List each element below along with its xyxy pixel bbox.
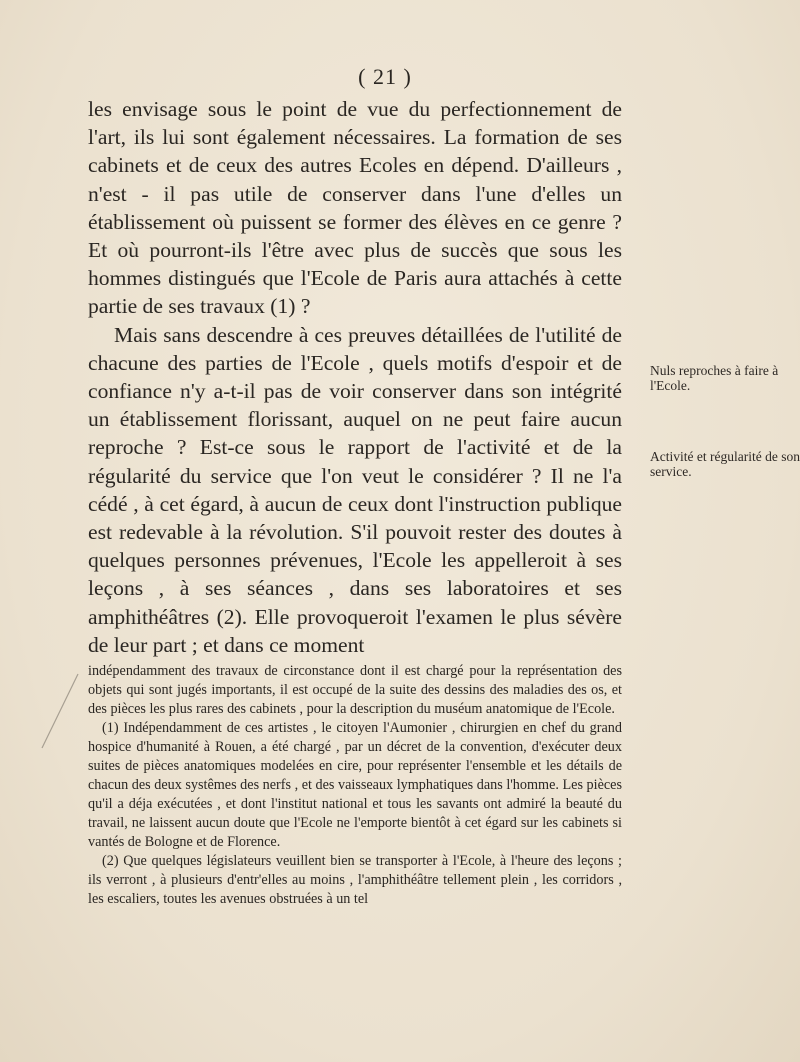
footnote-2: (2) Que quelques législateurs veuillent bien se transporter à l'Ecole, à l'heure des leçons ; ils verront , à plusieurs d'entr'elles au moins , l'amphithéâtre tellement plein , les corridors , les escaliers, toutes les avenues obstruées à un tel bbox=[88, 853, 622, 907]
main-text bbox=[88, 95, 622, 659]
marginal-note-1: Nuls reproches à faire à l'Ecole. bbox=[650, 363, 779, 393]
footnotes bbox=[88, 662, 622, 909]
footnote-continuation: indépendamment des travaux de circonstance dont il est chargé pour la représentation des objets qui sont jugés importants, il est occupé de la suite des dessins des maladies des os, et des pièces les plus rares des cabinets , pour la description du muséum anatomique de l'Ecole. bbox=[88, 663, 622, 717]
paragraph-1: les envisage sous le point de vue du perfectionnement de l'art, ils lui sont également nécessaires. La formation de ses cabinets et de ceux des autres Ecoles en dépend. D'ailleurs , n'est - il pas utile de conserver dans l'une d'elles un établissement où puissent se former des élèves en ce genre ? Et où pourront-ils l'être avec plus de succès que sous les hommes distingués que l'Ecole de Paris aura attachés à cette partie de ses travaux (1) ? bbox=[88, 97, 622, 319]
pencil-mark bbox=[38, 672, 82, 752]
paragraph-2: Mais sans descendre à ces preuves détaillées de l'utilité de chacune des parties de l'Ecole , quels motifs d'espoir et de confiance n'y a-t-il pas de voir conserver dans son intégrité un établissement florissant, auquel on ne peut faire aucun reproche ? Est-ce sous le rapport de l'activité et de la régularité du service que l'on veut le considérer ? Il ne l'a cédé , à cet égard, à aucun de ceux dont l'instruction publique est redevable à la révolution. S'il pouvoit rester des doutes à quelques personnes prévenues, l'Ecole les appelleroit à ses leçons , à ses séances , dans ses laboratoires et ses amphithéâtres (2). Elle provoqueroit l'examen le plus sévère de leur part ; et dans ce moment bbox=[88, 322, 622, 657]
marginal-note-2: Activité et régularité de son service. bbox=[650, 449, 800, 479]
page-number: ( 21 ) bbox=[358, 64, 412, 89]
footnote-1: (1) Indépendamment de ces artistes , le citoyen l'Aumonier , chirurgien en chef du grand hospice d'humanité à Rouen, a été chargé , par un décret de la convention, d'exécuter deux suites de pièces anatomiques modelées en cire, pour représenter l'ensemble et les détails de chacun des deux systêmes des nerfs , et des vaisseaux lymphatiques dans l'homme. Les pièces qu'il a déja exécutées , et dont l'institut national et tous les savants ont admiré la beauté du travail, ne laissent aucun doute que l'Ecole ne l'emporte bientôt à cet égard sur les cabinets si vantés de Bologne et de Florence. bbox=[88, 720, 622, 850]
